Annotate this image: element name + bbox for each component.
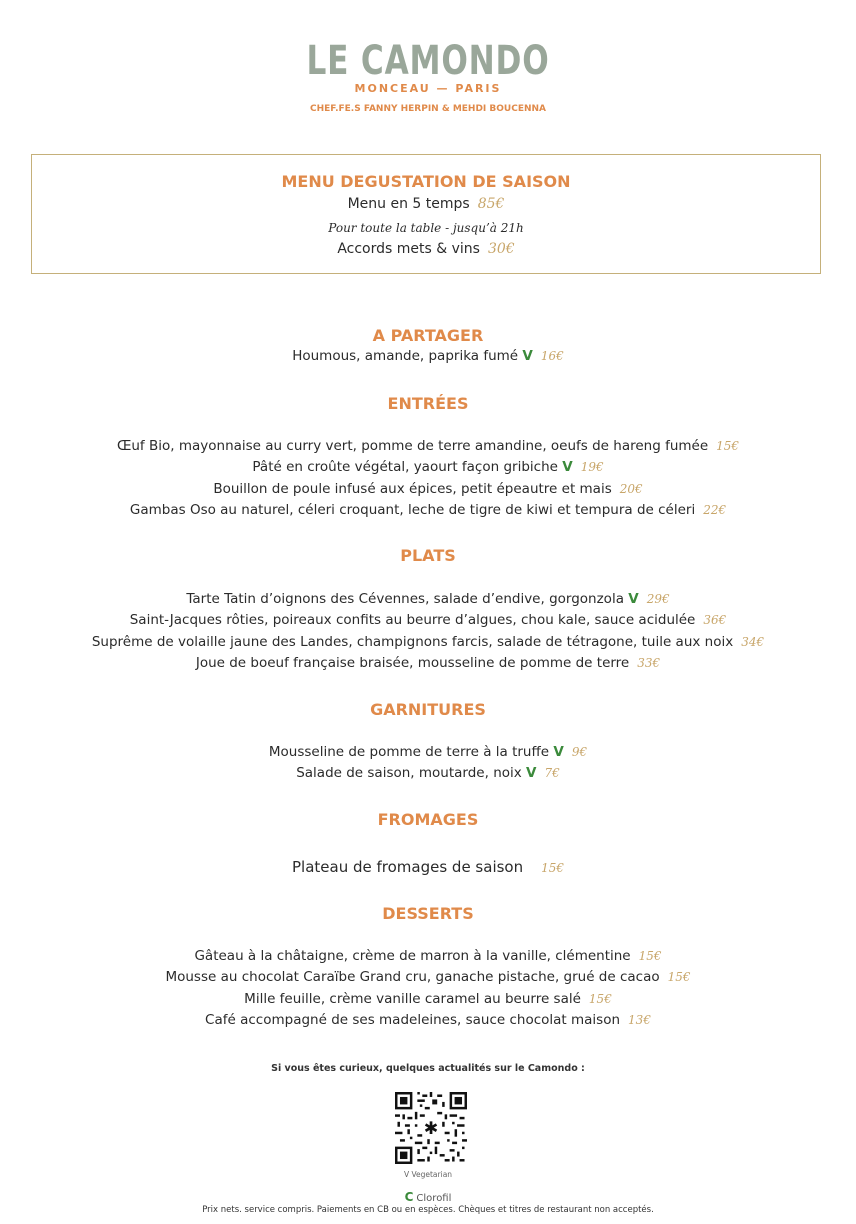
item-price: 15€ [638,949,662,963]
menu-item [0,765,856,781]
section-title-fromages: FROMAGES [377,810,479,829]
item-name: Gâteau à la châtaigne, crème de marron à la vanille, clémentine [194,948,631,964]
qr-code-icon[interactable] [395,1092,467,1164]
item-price: 15€ [667,970,691,984]
item-price: 15€ [541,861,565,875]
menu-item [0,502,856,518]
veg-marker: V [628,591,639,607]
item-name: Tarte Tatin d’oignons des Cévennes, salade d’endive, gorgonzola [186,591,624,607]
veg-marker: V [522,348,533,364]
svg-text:✱: ✱ [423,1119,439,1140]
item-price: 15€ [716,439,740,453]
item-price: 22€ [703,503,727,517]
item-price: 34€ [741,635,765,649]
degustation-menu-price: 85€ [477,196,505,212]
menu-item [0,655,856,671]
item-name: Café accompagné de ses madeleines, sauce chocolat maison [205,1012,621,1028]
item-name: Bouillon de poule infusé aux épices, petit épeautre et mais [213,481,612,497]
item-name: Mousseline de pomme de terre à la truffe [268,744,550,760]
item-name: Suprême de volaille jaune des Landes, champignons farcis, salade de tétragone, tuile aux noix [91,634,734,650]
item-price: 19€ [580,460,604,474]
item-name: Saint-Jacques rôties, poireaux confits au beurre d’algues, chou kale, sauce acidulée [129,612,696,628]
menu-item [0,1012,856,1028]
item-name: Mousse au chocolat Caraïbe Grand cru, ganache pistache, grué de cacao [165,969,660,985]
item-price: 13€ [628,1013,651,1027]
veg-marker: V [553,744,564,760]
clorofil-brand [0,1190,856,1204]
section-title-garnitures: GARNITURES [370,700,486,719]
veg-marker: V [526,765,537,781]
section-title-desserts: DESSERTS [382,904,474,923]
item-price: 15€ [588,992,612,1006]
section-title-entrees: ENTRÉES [387,394,469,413]
degustation-menu-line [32,196,820,212]
item-price: 20€ [619,482,643,496]
veg-legend: V Vegetarian [403,1170,453,1179]
clorofil-label: Clorofil [416,1193,452,1204]
item-name: Œuf Bio, mayonnaise au curry vert, pomme de terre amandine, oeufs de hareng fumée [116,438,709,454]
legal-footer: Prix nets. service compris. Paiements en CB ou en espèces. Chèques et titres de restaurant non acceptés. [202,1205,654,1215]
menu-item [0,591,856,607]
item-name: Joue de boeuf française braisée, mousseline de pomme de terre [195,655,630,671]
item-name: Plateau de fromages de saison [291,858,524,876]
veg-marker: V [562,459,573,475]
degustation-note: Pour toute la table - jusqu’à 21h [328,221,524,235]
menu-item [0,969,856,985]
menu-item [0,744,856,760]
item-name: Salade de saison, moutarde, noix [296,765,522,781]
degustation-accords-label: Accords mets & vins [337,241,480,257]
menu-item [0,991,856,1007]
leaf-c-icon: C [404,1190,414,1204]
item-price: 7€ [544,766,560,780]
section-title-plats: PLATS [400,546,456,565]
menu-item [0,348,856,364]
item-name: Mille feuille, crème vanille caramel au beurre salé [244,991,581,1007]
item-price: 29€ [646,592,670,606]
degustation-title: MENU DEGUSTATION DE SAISON [281,172,571,191]
degustation-accords-line [32,241,820,257]
item-name: Gambas Oso au naturel, céleri croquant, leche de tigre de kiwi et tempura de céleri [129,502,696,518]
menu-item [0,948,856,964]
location: MONCEAU — PARIS [354,82,502,95]
menu-item [0,459,856,475]
menu-item [0,634,856,650]
menu-item [0,858,856,876]
curious-note: Si vous êtes curieux, quelques actualités sur le Camondo : [271,1063,585,1074]
section-title-partager: A PARTAGER [372,326,484,345]
menu-item [0,438,856,454]
item-name: Houmous, amande, paprika fumé [292,348,519,364]
menu-item [0,612,856,628]
menu-item [0,481,856,497]
item-price: 36€ [703,613,727,627]
item-name: Pâté en croûte végétal, yaourt façon gribiche [252,459,558,475]
item-price: 9€ [571,745,588,759]
chefs: CHEF.FE.S FANNY HERPIN & MEHDI BOUCENNA [309,104,547,114]
logo: LE CAMONDO [306,38,550,84]
degustation-accords-price: 30€ [487,241,515,257]
degustation-menu-label: Menu en 5 temps [347,196,470,212]
item-price: 33€ [637,656,661,670]
item-price: 16€ [540,349,564,363]
degustation-box [31,154,821,274]
